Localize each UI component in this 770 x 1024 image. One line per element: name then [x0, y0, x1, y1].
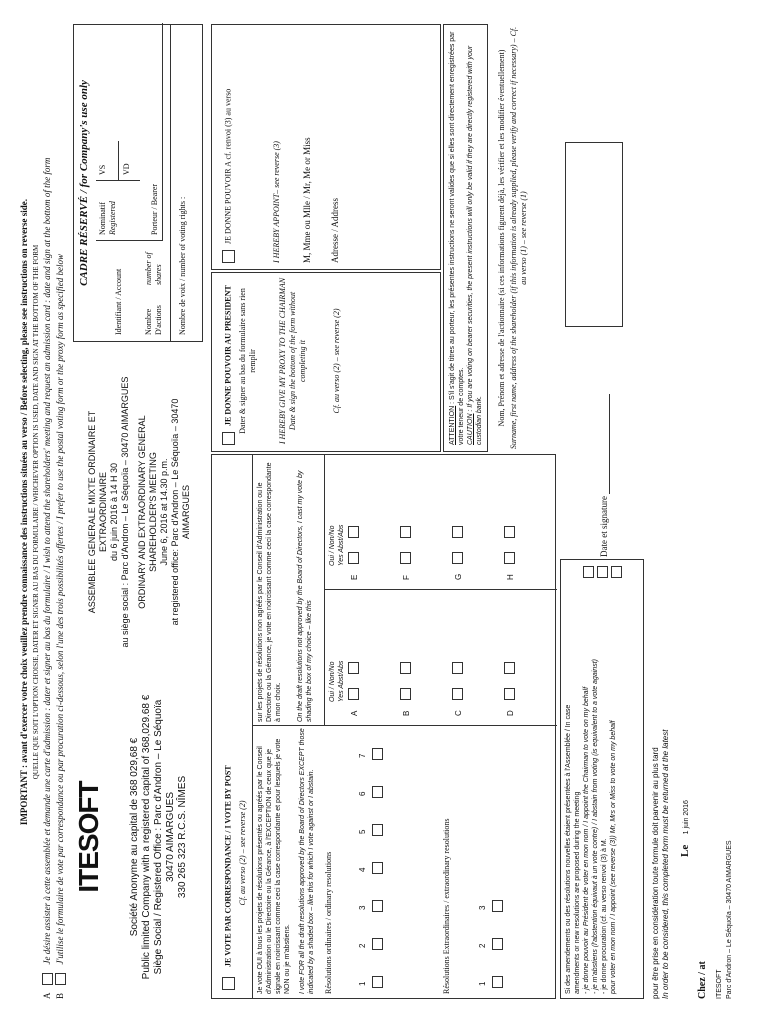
vote-header-yes-left: Yes Abst/Abs: [338, 660, 345, 702]
caution-text: : If you are voting on bearer securities, the present instructions will only be valid if they are directly registered with your custodian bank.: [467, 45, 483, 445]
company-line-2: Public limited Company with a registered capital of 368,029.68 €: [141, 694, 152, 980]
company-line-3: Siège Social / Registered Office : Parc d'Andron – Le Séquoïa: [153, 699, 164, 975]
president-title-row: [222, 277, 235, 445]
itesoft-logo: ITESOFT: [73, 781, 104, 893]
vote-B-yes-checkbox[interactable]: [400, 688, 411, 700]
meeting-block: [87, 347, 192, 677]
footer-fr: pour être prise en considération toute formule doit parvenir au plus tard: [651, 747, 660, 999]
vote-C-no-checkbox[interactable]: [452, 662, 463, 674]
meeting-fr-3: du 6 juin 2016 à 14 H 30: [109, 462, 119, 562]
reserved-title: CADRE RÉSERVÉ / for Company's use only: [78, 80, 90, 286]
vote-letter-B: B: [402, 710, 411, 716]
vote-F-no-checkbox[interactable]: [400, 526, 411, 538]
shares-count-label: Nombre D'actions: [144, 305, 163, 335]
meeting-en-1: ORDINARY AND EXTRAORDINARY GENERAL: [137, 415, 147, 609]
caution-en: [466, 31, 484, 445]
vote-letter-F: F: [402, 575, 411, 580]
footer-address: Parc d'Andron – Le Séquoïa – 30470 AIMARGUES: [726, 840, 733, 999]
vote-header-yes-right: Yes Abst/Abs: [338, 524, 345, 566]
meeting-en-5: AIMARGUES: [181, 485, 191, 540]
extraordinary-resolution-number: 1: [478, 981, 487, 986]
president-proxy-box: [211, 272, 441, 452]
ordinary-resolution-number: 1: [358, 981, 367, 986]
ordinary-resolution-checkbox-2[interactable]: [372, 938, 383, 950]
company-line-5: 330 265 323 R.C.S. NÎMES: [177, 775, 188, 899]
voting-rights-label: Nombre de voix / number of voting rights :: [178, 196, 187, 335]
ordinary-resolution-checkbox-1[interactable]: [372, 976, 383, 988]
amendments-intro: Si des amendements ou des résolutions nouvelles étaient présentées à l'Assemblée / In case amendments or new resolutions are proposed during the meeting: [565, 704, 581, 994]
meeting-en-3: June 6, 2016 at 14.30 p.m.: [159, 458, 169, 566]
reserved-divider-4: [162, 23, 163, 241]
reserved-divider-5: [170, 25, 171, 341]
meeting-en-4: at registered office: Parc d'Andron – Le Séquoïa – 30470: [170, 398, 180, 626]
ordinary-resolution-number: 5: [358, 829, 367, 834]
vote-header-oui-left: Oui / Non/No: [329, 661, 336, 702]
postal-col-divider: [252, 725, 557, 726]
option-b-letter: B: [55, 992, 65, 999]
postal-fr-instruction: Je vote OUI à tous les projets de résolutions présentés ou agréés par le Conseil d'Administration ou le Directoire ou la Gérance, à l'EXCEPTION de ceux que je signale en noircissant comme ceci la case correspondante et pour lesquels je vote NON ou je m'abstiens.: [257, 738, 291, 994]
extraordinary-resolution-checkbox-3[interactable]: [492, 900, 503, 912]
postal-vote-checkbox[interactable]: [222, 977, 235, 990]
attention-label: ATTENTION: [449, 405, 456, 445]
amendment-option-2-checkbox[interactable]: [597, 566, 608, 578]
shareholder-name-fr: Nom, Prénom et adresse de l'actionnaire (si ces informations figurent déjà, les vérifier et les modifier éventuellement): [497, 49, 506, 427]
postal-right-mid-divider: [324, 589, 557, 590]
vote-A-no-checkbox[interactable]: [348, 662, 359, 674]
ordinary-resolution-checkbox-4[interactable]: [372, 862, 383, 874]
president-proxy-checkbox[interactable]: [222, 432, 235, 445]
signature-box[interactable]: [565, 142, 623, 327]
reserved-divider-1: [96, 240, 162, 241]
vote-H-no-checkbox[interactable]: [504, 526, 515, 538]
vote-D-yes-checkbox[interactable]: [504, 688, 515, 700]
option-b-text: J'utilise le formulaire de vote par correspondance ou par procuration ci-dessous, selon l'une des trois possibilités offertes / I prefer to use the postal voting form or the proxy form as specified below: [55, 253, 65, 965]
account-label: Identifiant / Account: [114, 268, 123, 335]
postal-en-instruction-2: On the draft resolutions not approved by the Board of Directors, I cast my vote by shading the box of my choice – like this: [297, 470, 313, 722]
postal-vote-subtitle: Cf. au verso (2) – see reverse (2): [238, 800, 247, 906]
postal-fr-instruction-2: sur les projets de résolutions non agréés par le Conseil d'Administration ou le Directoire ou la Gérance, je vote en noircissant comme ceci la case correspondante à mon choix.: [257, 462, 282, 722]
meeting-fr-4: au siège social : Parc d'Andron – Le Séquoïa – 30470 AIMARGUES: [120, 376, 130, 648]
vote-letter-G: G: [454, 573, 463, 580]
vote-A-yes-checkbox[interactable]: [348, 688, 359, 700]
meeting-fr-2: EXTRAORDINAIRE: [98, 472, 108, 553]
company-line-1: Société Anonyme au capital de 368 029,68 €: [129, 737, 140, 937]
postal-vote-title: JE VOTE PAR CORRESPONDANCE / I VOTE BY POST: [223, 765, 233, 967]
meeting-fr-1: ASSEMBLEE GENERALE MIXTE ORDINAIRE ET: [87, 410, 97, 614]
date-signature-line: [609, 394, 610, 494]
extraordinary-resolution-number: 3: [478, 905, 487, 910]
vote-E-no-checkbox[interactable]: [348, 526, 359, 538]
vote-G-no-checkbox[interactable]: [452, 526, 463, 538]
shareholder-name-en: Surname, first name, address of the shareholder (if this information is already supplied, please verify and correct if necessary) – Cf. au verso (1) – see reverse (1): [509, 26, 528, 450]
attention-box: [443, 24, 488, 452]
date-signature-row: [599, 332, 610, 557]
postal-divider-top: [252, 455, 253, 998]
ordinary-resolution-number: 2: [358, 943, 367, 948]
postal-en-instruction: I vote FOR all the draft resolutions approved by the Board of Directors EXCEPT those indicated by a shaded box – like this for which I vote against or I abstain.: [299, 728, 315, 994]
named-proxy-checkbox[interactable]: [222, 250, 235, 263]
shares-count-en-label: number of shares: [144, 252, 163, 285]
company-line-4: 30470 AIMARGUES: [165, 791, 176, 883]
amendment-option-1: - je donne pouvoir au Président de voter en mon nom / I appoint the Chairman to vote on my behalf: [583, 686, 590, 994]
vs-label: VS: [98, 164, 107, 175]
president-fr: Dater & signer au bas du formulaire sans rien remplir: [238, 288, 257, 434]
extraordinary-resolution-checkbox-2[interactable]: [492, 938, 503, 950]
amendment-option-2: - je m'abstiens (l'abstention équivaut à un vote contre) / I abstain from voting (is equivalent to a vote against): [592, 659, 599, 994]
chez-label: Chez / at: [697, 961, 708, 999]
vote-C-yes-checkbox[interactable]: [452, 688, 463, 700]
extraordinary-title: Résolutions Extraordinaires / extraordinary resolutions: [442, 818, 451, 994]
president-reference: Cf. au verso (2) – see reverse (2): [332, 308, 341, 414]
vote-H-yes-checkbox[interactable]: [504, 552, 515, 564]
named-proxy-address: Adresse / Address: [330, 198, 340, 263]
ordinary-title: Résolutions ordinaires / ordinary resolutions: [324, 851, 333, 994]
footer-en: In order to be considered, this completed form must be returned at the latest: [661, 729, 670, 999]
vote-letter-A: A: [350, 710, 359, 716]
named-proxy-title-row: [222, 27, 235, 263]
ordinary-resolution-number: 3: [358, 905, 367, 910]
whichever-option-notice: QUELLE QUE SOIT L'OPTION CHOISIE, DATER ET SIGNER AU BAS DU FORMULAIRE / WHICHEVER OPTION IS USED, DATE AND SIGN AT THE BOTTOM OF THE FORM: [32, 244, 40, 780]
company-block: [73, 677, 208, 997]
vote-header-oui-right: Oui / Non/No: [329, 525, 336, 566]
date-signature-label: Date et signature: [599, 496, 609, 557]
extraordinary-resolution-checkbox-1[interactable]: [492, 976, 503, 988]
amendment-option-3-checkbox[interactable]: [611, 566, 622, 578]
postal-vote-title-row: [222, 765, 235, 990]
option-b-checkbox[interactable]: [55, 973, 66, 985]
registered-label: Nominatif: [98, 202, 107, 235]
company-reserved-box: [73, 24, 203, 342]
vote-letter-H: H: [506, 574, 515, 580]
vote-D-no-checkbox[interactable]: [504, 662, 515, 674]
named-proxy-names: M, Mme ou Mlle / Mr, Me or Miss: [302, 137, 312, 263]
vd-label: VD: [122, 163, 131, 175]
ordinary-resolution-checkbox-3[interactable]: [372, 900, 383, 912]
ordinary-resolution-number: 7: [358, 753, 367, 758]
named-proxy-box: [211, 24, 441, 270]
deadline-row: [675, 800, 693, 857]
vote-letter-E: E: [350, 574, 359, 580]
footer-company: ITESOFT: [716, 969, 723, 999]
ordinary-resolution-checkbox-7[interactable]: [372, 748, 383, 760]
extraordinary-resolution-number: 2: [478, 943, 487, 948]
president-en: I HEREBY GIVE MY PROXY TO THE CHAIRMAN Date & sign the bottom of the form without completing it: [278, 277, 307, 445]
attention-fr: [448, 31, 466, 445]
deadline-date: 1 juin 2016: [683, 800, 690, 835]
option-b-row: [55, 19, 66, 999]
amendment-option-1-checkbox[interactable]: [583, 566, 594, 578]
deadline-le: Le: [679, 844, 691, 857]
named-proxy-appoint: I HEREBY APPOINT– see reverse (3): [272, 141, 281, 263]
option-a-letter: A: [42, 992, 52, 999]
named-proxy-title: JE DONNE POUVOIR A cf. renvoi (3) au verso: [223, 88, 233, 244]
amendment-option-3: - je donne procuration (cf. au verso renvoi (3) à M.: [601, 838, 608, 994]
proxy-voting-form: [15, 17, 755, 1007]
amendment-option-4: pour voter en mon nom / I appoint (see reverse (3)) Mr, Mrs or Miss to vote on my behalf: [610, 720, 617, 994]
option-a-row: [42, 19, 53, 999]
postal-vote-box: [211, 454, 556, 999]
vote-G-yes-checkbox[interactable]: [452, 552, 463, 564]
caution-label: CAUTION: [467, 413, 474, 445]
important-notice: IMPORTANT : avant d'exercer votre choix veuillez prendre connaissance des instructions situées au verso / Before selecting, please see instructions on reverse side.: [19, 198, 29, 826]
attention-text: : S'il s'agit de titres au porteur, les présentes instructions ne seront valides que si elles sont directement enregistrées par votre teneur de comptes.: [449, 31, 465, 445]
vote-letter-C: C: [454, 710, 463, 716]
postal-right-divider: [324, 454, 325, 726]
ordinary-resolution-checkbox-5[interactable]: [372, 824, 383, 836]
option-a-checkbox[interactable]: [42, 973, 53, 985]
reserved-divider-3: [118, 141, 119, 181]
option-a-text: Je désire assister à cette assemblée et demande une carte d'admission : dater et signer au bas du formulaire / I wish to attend the shareholders' meeting and request an admission card : date and sign at the bottom of the form: [42, 157, 52, 965]
vote-letter-D: D: [506, 710, 515, 716]
vote-E-yes-checkbox[interactable]: [348, 552, 359, 564]
meeting-en-2: SHAREHOLDER'S MEETING: [148, 452, 158, 572]
ordinary-resolution-number: 4: [358, 867, 367, 872]
vote-B-no-checkbox[interactable]: [400, 662, 411, 674]
ordinary-resolution-checkbox-6[interactable]: [372, 786, 383, 798]
president-title: JE DONNE POUVOIR AU PRESIDENT: [223, 285, 233, 426]
vote-F-yes-checkbox[interactable]: [400, 552, 411, 564]
bearer-label: Porteur / Bearer: [150, 183, 159, 235]
amendments-box: [560, 559, 644, 999]
registered-en-label: Registered: [108, 201, 117, 235]
ordinary-resolution-number: 6: [358, 791, 367, 796]
